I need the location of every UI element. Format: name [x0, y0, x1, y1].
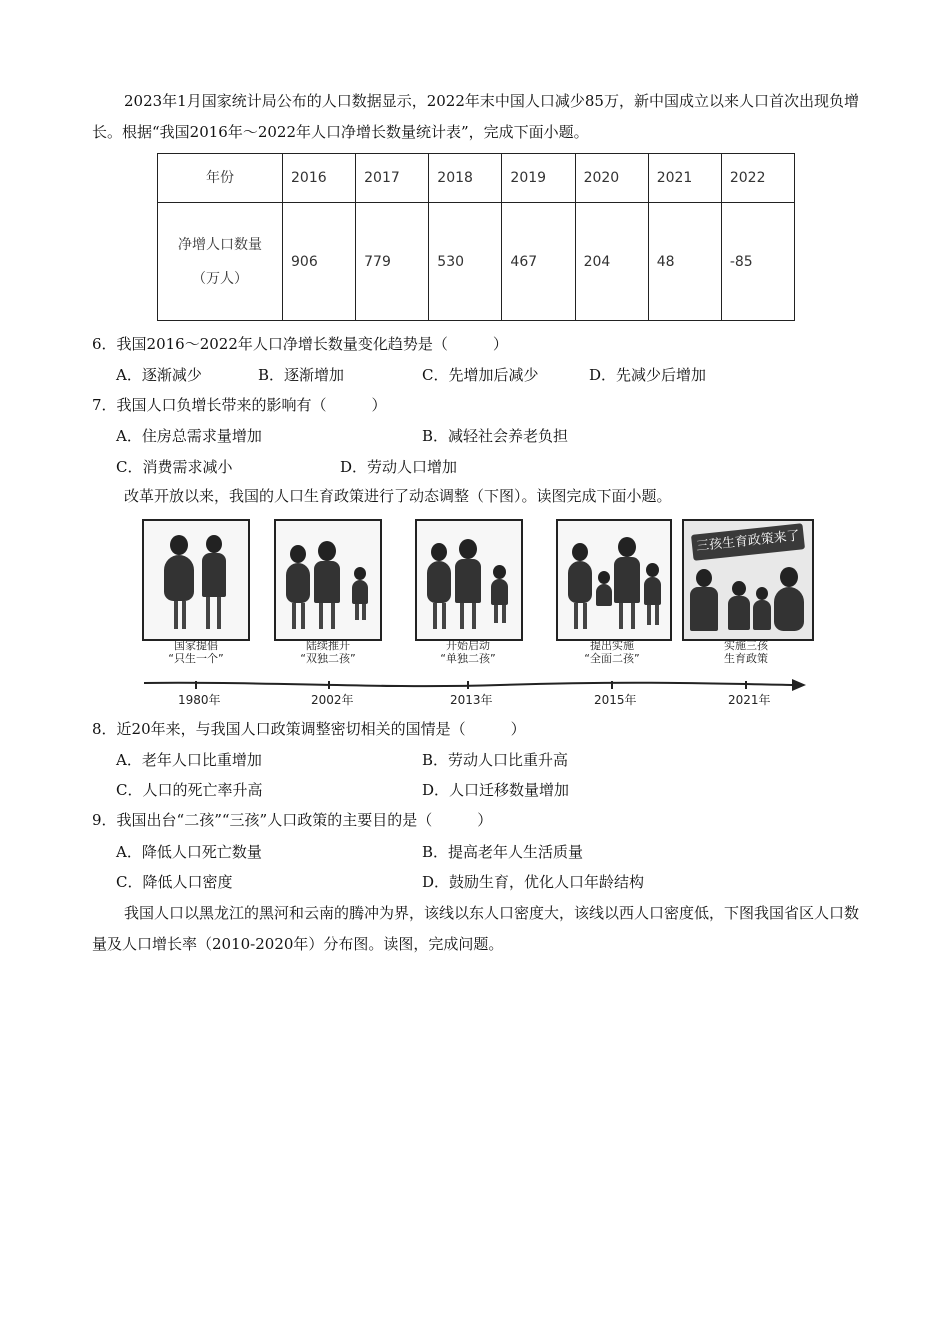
three-child-banner: 三孩生育政策来了: [691, 523, 805, 561]
panel-shuangdu-illustration: [274, 519, 382, 641]
timeline-year: 2013年: [450, 693, 493, 707]
timeline-label-line: “双独二孩”: [300, 652, 356, 665]
timeline-year: 2015年: [594, 693, 637, 707]
question-8-stem: 8．近20年来，与我国人口政策调整密切相关的国情是（ ）: [92, 720, 526, 738]
timeline-label-line: 陆续推开: [306, 639, 350, 652]
timeline-label-line: “单独二孩”: [440, 652, 496, 665]
timeline-year: 2002年: [311, 693, 354, 707]
timeline-year: 2021年: [728, 693, 771, 707]
table-year-cell: 2019: [502, 154, 575, 203]
q7-option-a[interactable]: A．住房总需求量增加: [116, 427, 262, 445]
table-value-cell: 204: [575, 203, 648, 321]
intro-paragraph-1: 2023年1月国家统计局公布的人口数据显示，2022年末中国人口减少85万，新中国成立以来人口首次出现负增长。根据“我国2016年～2022年人口净增长数量统计表”，完成下面小题。: [92, 92, 859, 141]
table-year-cell: 2020: [575, 154, 648, 203]
q9-option-d[interactable]: D．鼓励生育，优化人口年龄结构: [422, 873, 645, 891]
table-header-row: [158, 154, 795, 203]
table-value-cell: 467: [502, 203, 575, 321]
table-row-label-line1: 净增人口数量: [178, 236, 262, 253]
table-year-cell: 2022: [721, 154, 794, 203]
intro-paragraph-2: 改革开放以来，我国的人口生育政策进行了动态调整（下图）。读图完成下面小题。: [124, 487, 672, 505]
table-year-cell: 2016: [283, 154, 356, 203]
population-growth-table: [157, 153, 795, 321]
q6-option-d[interactable]: D．先减少后增加: [589, 366, 707, 384]
timeline-label-2015: [568, 639, 656, 665]
q9-option-c[interactable]: C．降低人口密度: [116, 873, 233, 891]
timeline-label-1980: [152, 639, 240, 665]
q8-option-a[interactable]: A．老年人口比重增加: [116, 751, 262, 769]
timeline-label-2002: [284, 639, 372, 665]
intro-paragraph-3: 我国人口以黑龙江的黑河和云南的腾冲为界，该线以东人口密度大，该线以西人口密度低，下图我国省区人口数量及人口增长率（2010-2020年）分布图。读图，完成问题。: [92, 904, 860, 953]
q8-option-d[interactable]: D．人口迁移数量增加: [422, 781, 570, 799]
timeline-label-line: 实施三孩: [724, 639, 768, 652]
table-year-cell: 2018: [429, 154, 502, 203]
timeline-label-line: 国家提倡: [174, 639, 218, 652]
q7-option-c[interactable]: C．消费需求减小: [116, 458, 233, 476]
question-6-stem: 6．我国2016～2022年人口净增长数量变化趋势是（ ）: [92, 335, 508, 353]
table-value-cell: 48: [648, 203, 721, 321]
birth-policy-timeline-figure: [140, 515, 816, 709]
q8-option-b[interactable]: B．劳动人口比重升高: [422, 751, 569, 769]
timeline-label-line: 开始启动: [446, 639, 490, 652]
q7-option-b[interactable]: B．减轻社会养老负担: [422, 427, 569, 445]
table-header-label: 年份: [158, 154, 283, 203]
table-value-cell: 530: [429, 203, 502, 321]
q6-option-c[interactable]: C．先增加后减少: [422, 366, 539, 384]
q6-option-a[interactable]: A．逐渐减少: [116, 366, 202, 384]
timeline-label-line: 提出实施: [590, 639, 634, 652]
panel-dandu-illustration: [415, 519, 523, 641]
question-7-stem: 7．我国人口负增长带来的影响有（ ）: [92, 396, 387, 414]
table-year-cell: 2021: [648, 154, 721, 203]
panel-one-child-illustration: [142, 519, 250, 641]
table-year-cell: 2017: [356, 154, 429, 203]
timeline-label-2013: [424, 639, 512, 665]
question-9-stem: 9．我国出台“二孩”“三孩”人口政策的主要目的是（ ）: [92, 811, 493, 829]
table-value-cell: 906: [283, 203, 356, 321]
q6-option-b[interactable]: B．逐渐增加: [258, 366, 345, 384]
panel-quanmian-illustration: [556, 519, 672, 641]
table-value-cell: -85: [721, 203, 794, 321]
table-row-label: [158, 203, 283, 321]
panel-three-child-illustration: [682, 519, 814, 641]
q7-option-d[interactable]: D．劳动人口增加: [340, 458, 458, 476]
timeline-label-line: 生育政策: [724, 652, 768, 665]
timeline-label-line: “全面二孩”: [584, 652, 640, 665]
table-value-row: [158, 203, 795, 321]
q9-option-b[interactable]: B．提高老年人生活质量: [422, 843, 584, 861]
q8-option-c[interactable]: C．人口的死亡率升高: [116, 781, 263, 799]
timeline-year: 1980年: [178, 693, 221, 707]
table-value-cell: 779: [356, 203, 429, 321]
timeline-label-2021: [702, 639, 790, 665]
table-row-label-line2: （万人）: [192, 270, 248, 287]
q9-option-a[interactable]: A．降低人口死亡数量: [116, 843, 262, 861]
timeline-label-line: “只生一个”: [168, 652, 224, 665]
